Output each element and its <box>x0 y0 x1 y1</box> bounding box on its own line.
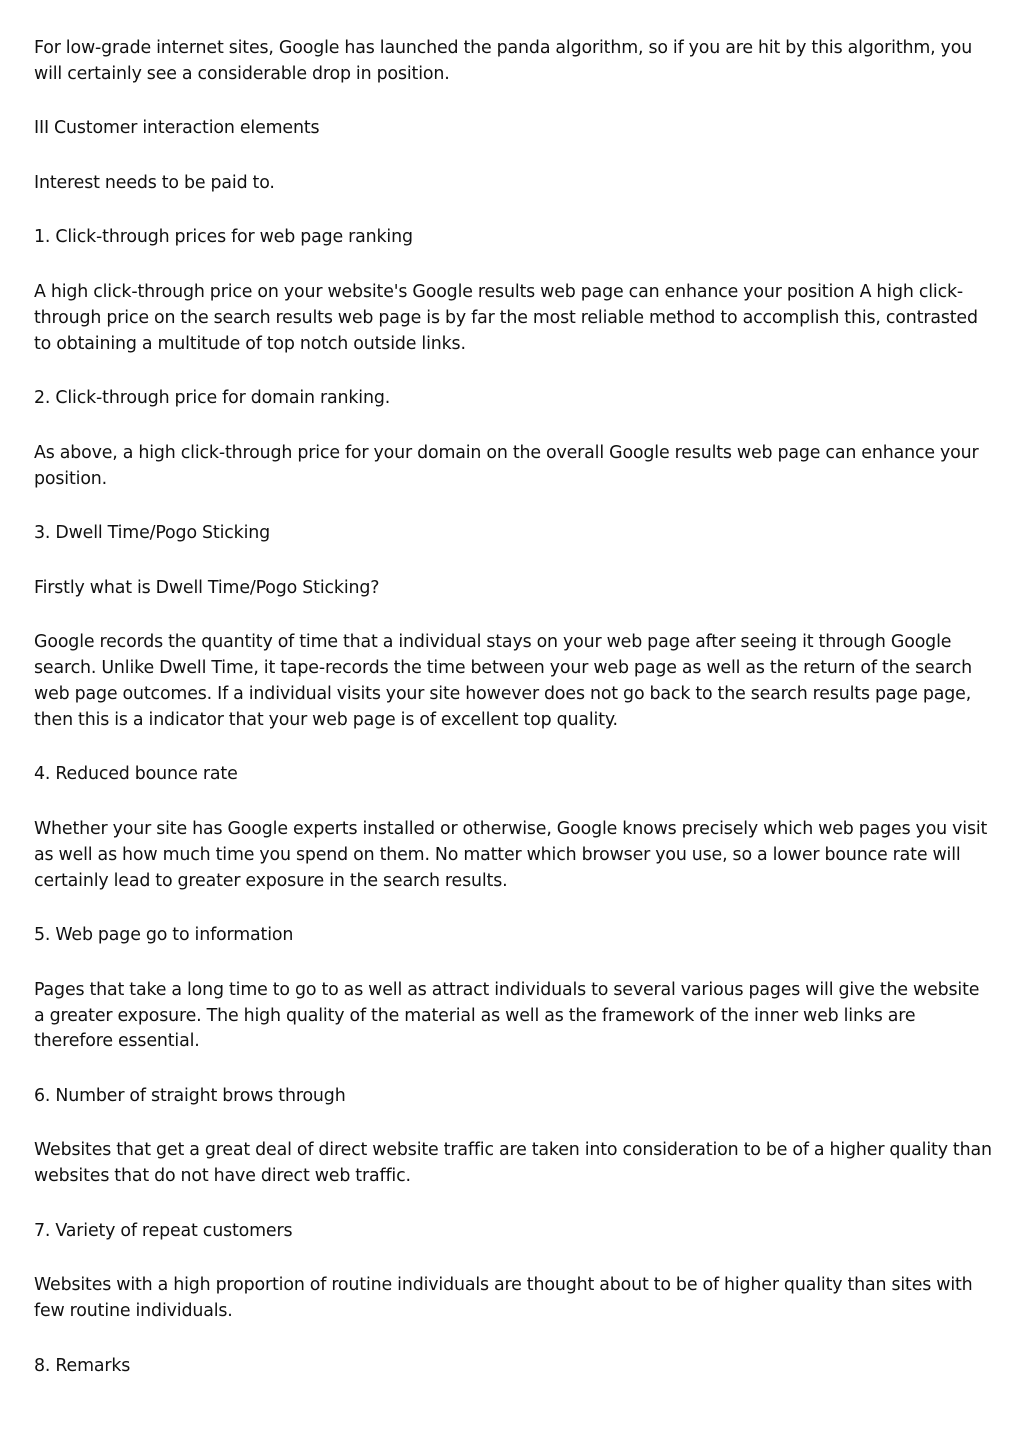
item-heading-click-through-page: 1. Click-through prices for web page ranking <box>34 227 413 248</box>
item-heading-page-visit: 5. Web page go to information <box>34 925 294 946</box>
document-page <box>34 36 994 1380</box>
section-heading-customer-interaction: III Customer interaction elements <box>34 118 320 139</box>
paragraph-bounce-rate: Whether your site has Google experts installed or otherwise, Google knows precisely which web pages you visit as well as how much time you spend on them. No matter which browser you use, so a lower bounce rate will certainly lead to greater exposure in the search results. <box>34 818 988 891</box>
paragraph-direct-visits: Websites that get a great deal of direct website traffic are taken into consideration to be of a higher quality than websites that do not have direct web traffic. <box>34 1140 992 1187</box>
item-heading-direct-visits: 6. Number of straight brows through <box>34 1085 346 1106</box>
paragraph-click-through-domain: As above, a high click-through price for your domain on the overall Google results web page can enhance your position. <box>34 442 979 489</box>
paragraph-dwell-question: Firstly what is Dwell Time/Pogo Sticking? <box>34 577 380 598</box>
paragraph-panda-intro: For low-grade internet sites, Google has launched the panda algorithm, so if you are hit by this algorithm, you will certainly see a considerable drop in position. <box>34 38 973 84</box>
item-heading-bounce-rate: 4. Reduced bounce rate <box>34 764 238 785</box>
item-heading-dwell-time: 3. Dwell Time/Pogo Sticking <box>34 523 271 544</box>
item-heading-remarks: 8. Remarks <box>34 1355 131 1376</box>
item-heading-click-through-domain: 2. Click-through price for domain ranking. <box>34 388 391 409</box>
paragraph-page-visit: Pages that take a long time to go to as well as attract individuals to several various pages will give the website a greater exposure. The high quality of the material as well as the framework of the inner web links are therefore essential. <box>34 979 980 1052</box>
paragraph-dwell-time: Google records the quantity of time that a individual stays on your web page after seeing it through Google search. Unlike Dwell Time, it tape-records the time between your web page as well as the return of the search web page outcomes. If a individual visits your site however does not go back to the search results page page, then this is a indicator that your web page is of excellent top quality. <box>34 632 972 730</box>
paragraph-interest: Interest needs to be paid to. <box>34 172 275 193</box>
item-heading-repeat-customers: 7. Variety of repeat customers <box>34 1220 293 1241</box>
paragraph-click-through-page: A high click-through price on your website's Google results web page can enhance your position A high click-through price on the search results web page is by far the most reliable method to accomplish this, contrasted to obtaining a multitude of top notch outside links. <box>34 281 978 354</box>
paragraph-repeat-customers: Websites with a high proportion of routine individuals are thought about to be of higher quality than sites with few routine individuals. <box>34 1275 973 1322</box>
